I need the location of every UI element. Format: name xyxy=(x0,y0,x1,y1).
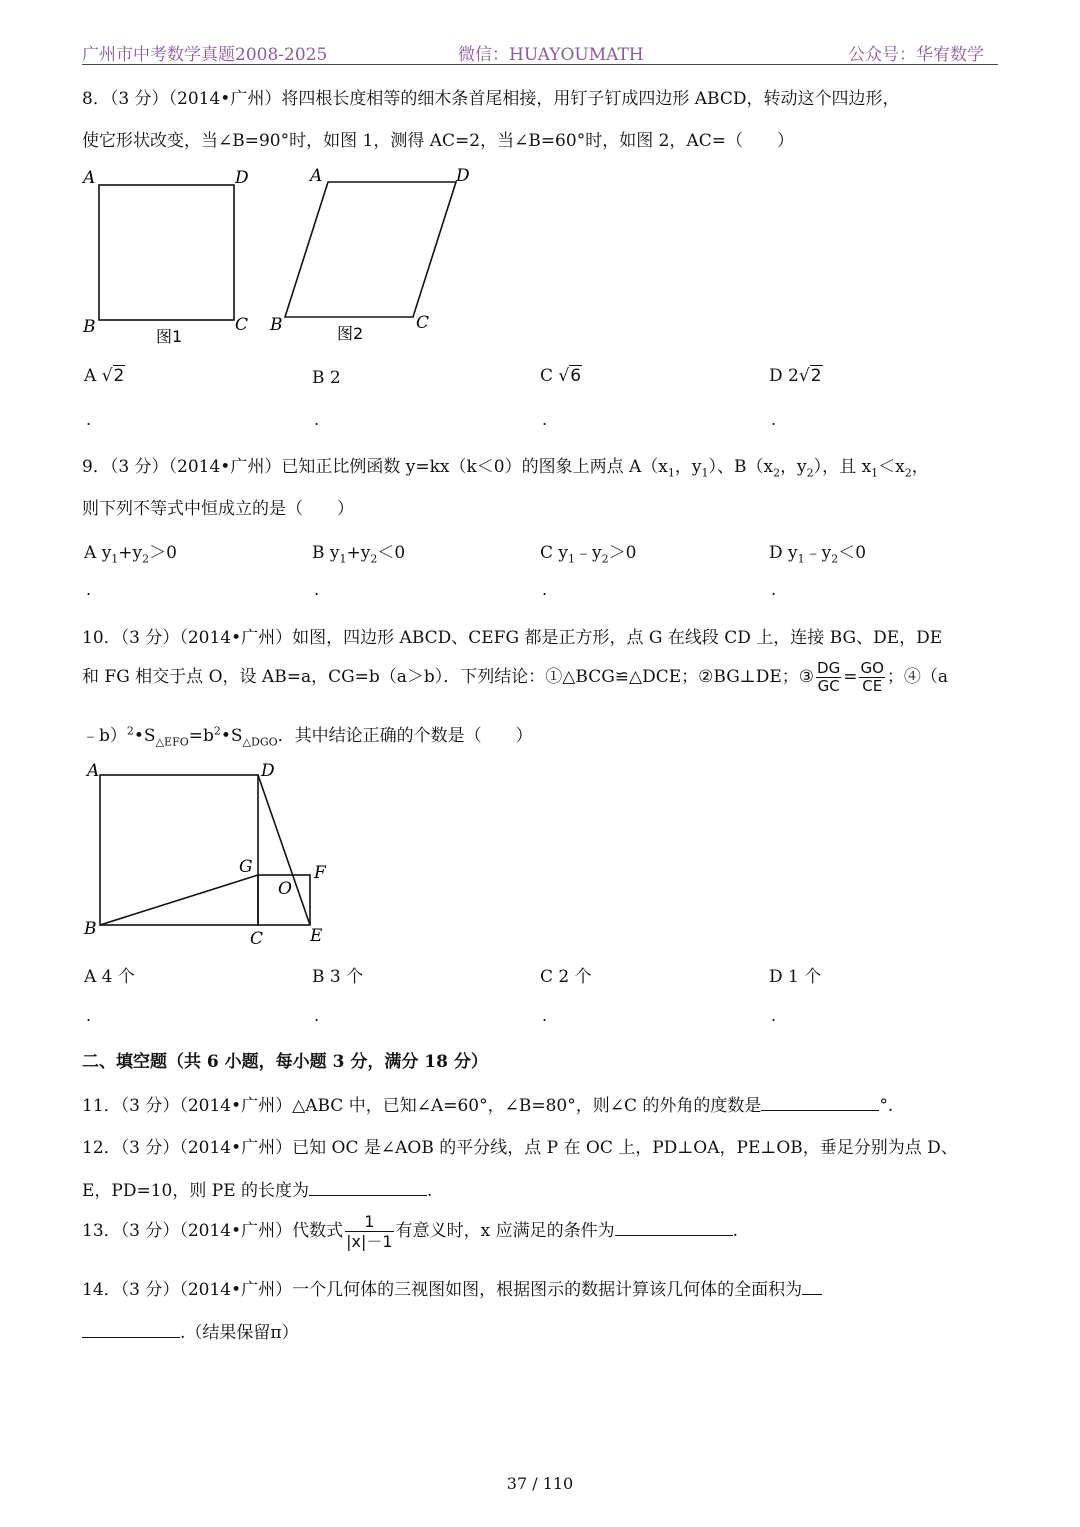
q8-stem-line1: 8．（3 分）（2014•广州）将四根长度相等的细木条首尾相接，用钉子钉成四边形 ABCD，转动这个四边形， xyxy=(82,89,900,109)
option-dot: . xyxy=(542,580,548,599)
option-dot: . xyxy=(771,410,777,429)
label-A: A xyxy=(87,761,100,781)
q8-stem-line2: 使它形状改变，当∠B=90°时，如图 1，测得 AC=2，当∠B=60°时，如图 2，AC=（ ） xyxy=(82,131,794,151)
page-header xyxy=(82,36,998,65)
fig1-label-B: B xyxy=(83,317,96,337)
segment-de xyxy=(258,775,310,925)
label-G: G xyxy=(239,857,253,877)
fig2-label-B: B xyxy=(270,315,283,335)
option-dot: . xyxy=(86,1006,92,1025)
option-dot: . xyxy=(542,410,548,429)
q8-option-b[interactable]: B 2 xyxy=(312,368,341,388)
fig1-square xyxy=(99,185,234,320)
page-number: 37 / 110 xyxy=(506,1474,574,1493)
q9-option-d[interactable]: D $y_1﹣y_2<0$ xyxy=(769,543,867,566)
option-dot: . xyxy=(86,580,92,599)
q14-stem-line2: .（结果保留π） xyxy=(82,1318,299,1343)
fig2-caption: 图2 xyxy=(337,324,364,343)
q9-stem-line1: 9．（3 分）（2014•广州）已知正比例函数 y=kx（k＜0）的图象上两点 $A(x_1$，$y_1$）、$B(x_2$，$y_2$），且 $x_1<x_2$， xyxy=(82,457,929,480)
fig1-label-C: C xyxy=(235,315,249,335)
answer-blank[interactable] xyxy=(615,1219,733,1236)
label-D: D xyxy=(261,761,275,781)
q12-stem-line2: E，PD=10，则 PE 的长度为 . xyxy=(82,1181,433,1201)
option-dot: . xyxy=(86,410,92,429)
fig2-rhombus xyxy=(285,182,456,317)
fig1-label-D: D xyxy=(235,168,249,188)
square-abcd xyxy=(100,775,258,925)
q10-figure xyxy=(80,758,340,948)
answer-blank[interactable] xyxy=(309,1179,427,1196)
label-F: F xyxy=(314,863,326,883)
q10-option-d[interactable]: D 1 个 xyxy=(769,967,822,987)
option-dot: . xyxy=(314,1006,320,1025)
fig2-label-D: D xyxy=(456,166,470,186)
header-wechat: 微信：HUAYOUMATH xyxy=(458,45,644,65)
q10-option-a[interactable]: A 4 个 xyxy=(84,967,135,987)
q10-option-b[interactable]: B 3 个 xyxy=(312,967,364,987)
fig1-label-A: A xyxy=(83,168,96,188)
q9-option-b[interactable]: B $y_1+y_2<0$ xyxy=(312,543,406,566)
q10-stem-line3: $﹣b)^2•S_{\triangle EFO}=b^2•S_{\triangle DGO}$．其中结论正确的个数是（ ） xyxy=(82,724,533,749)
header-account: 公众号：华宥数学 xyxy=(848,45,984,65)
q10-stem-line2: 和 FG 相交于点 O，设 AB=a，CG=b（a＞b）．下列结论：①△BCG≌△DCE；②BG⊥DE；③ $\frac{DG}{GC}$ = $\frac{GO}{CE}$ ；④（a xyxy=(82,659,949,695)
answer-blank[interactable] xyxy=(82,1321,180,1338)
segment-bg xyxy=(100,875,258,925)
q8-option-a[interactable]: A √2 xyxy=(84,366,125,386)
q9-option-c[interactable]: C $y_1﹣y_2>0$ xyxy=(540,543,637,566)
answer-blank[interactable] xyxy=(761,1094,879,1111)
q10-stem-line1: 10．（3 分）（2014•广州）如图，四边形 ABCD、CEFG 都是正方形，点 G 在线段 CD 上，连接 BG、DE，DE xyxy=(82,628,943,648)
q8-figures xyxy=(80,162,500,352)
option-dot: . xyxy=(542,1006,548,1025)
fig2-label-A: A xyxy=(310,166,323,186)
fig1-caption: 图1 xyxy=(156,327,183,346)
header-title: 广州市中考数学真题2008-2025 xyxy=(82,45,328,65)
q8-option-d[interactable]: D 2√2 xyxy=(769,366,822,386)
fig2-label-C: C xyxy=(416,313,430,333)
label-C: C xyxy=(250,929,264,948)
label-B: B xyxy=(84,919,97,939)
q13-stem: 13．（3 分）（2014•广州）代数式 $\frac{1}{|x|-1}$ 有意义时，x 应满足的条件为 . xyxy=(82,1212,738,1251)
option-dot: . xyxy=(771,580,777,599)
q11-stem: 11．（3 分）（2014•广州）△ABC 中，已知∠A=60°，∠B=80°，则∠C 的外角的度数是 °. xyxy=(82,1096,894,1116)
q9-stem-line2: 则下列不等式中恒成立的是（ ） xyxy=(82,499,354,519)
q9-option-a[interactable]: A $y_1+y_2>0$ xyxy=(84,543,177,566)
label-E: E xyxy=(310,926,323,946)
option-dot: . xyxy=(314,410,320,429)
label-O: O xyxy=(278,879,292,899)
q14-stem-line1: 14．（3 分）（2014•广州）一个几何体的三视图如图，根据图示的数据计算该几何体的全面积为 xyxy=(82,1275,822,1300)
q8-option-c[interactable]: C √6 xyxy=(540,366,582,386)
option-dot: . xyxy=(771,1006,777,1025)
section-heading: 二、填空题（共 6 小题，每小题 3 分，满分 18 分） xyxy=(82,1052,488,1072)
answer-blank[interactable] xyxy=(802,1278,822,1295)
option-dot: . xyxy=(314,580,320,599)
q12-stem-line1: 12．（3 分）（2014•广州）已知 OC 是∠AOB 的平分线，点 P 在 OC 上，PD⊥OA，PE⊥OB，垂足分别为点 D、 xyxy=(82,1138,958,1158)
q10-option-c[interactable]: C 2 个 xyxy=(540,967,592,987)
